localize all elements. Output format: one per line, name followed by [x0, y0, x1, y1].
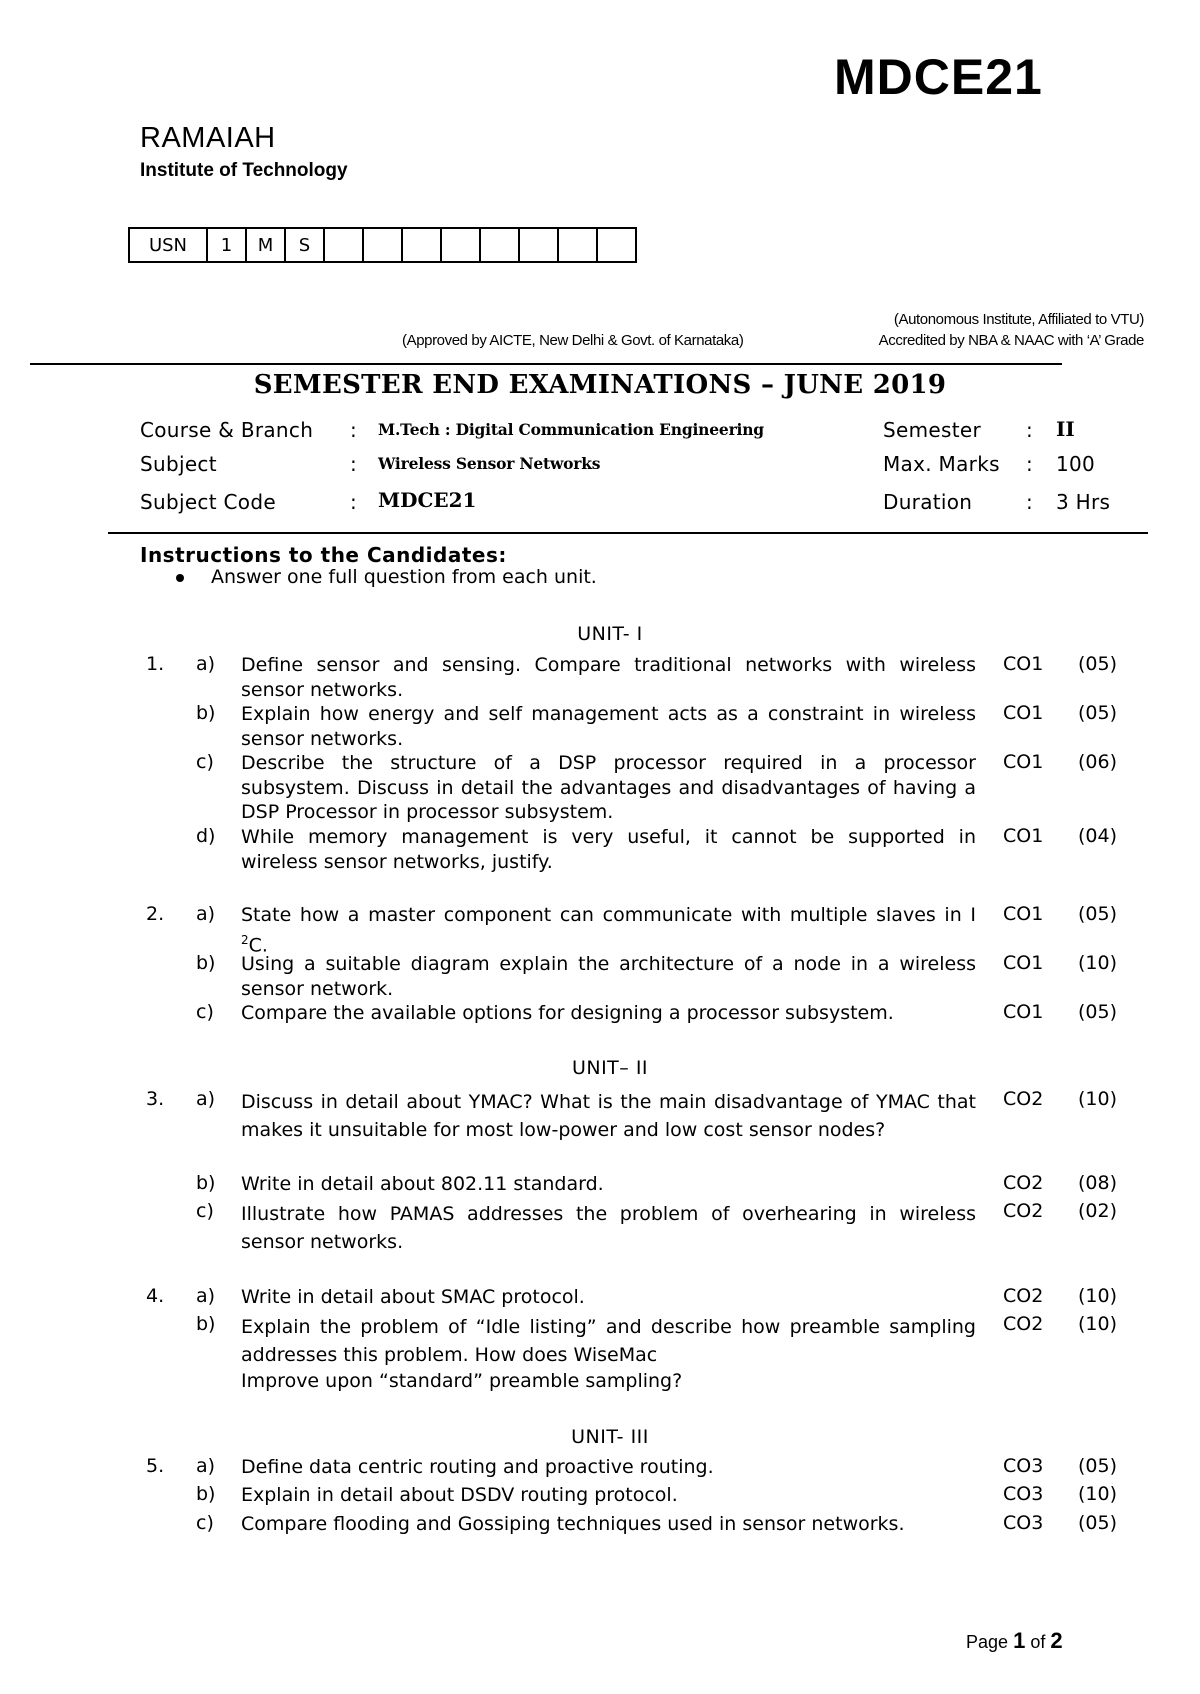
subquestion-label: c): [196, 751, 214, 773]
usn-cell: M: [246, 228, 285, 262]
usn-cell: S: [285, 228, 324, 262]
question-text: Using a suitable diagram explain the architecture of a node in a wireless sensor network.: [241, 953, 976, 1000]
usn-cell: 1: [207, 228, 246, 262]
page-word: Page: [966, 1632, 1009, 1652]
subquestion-label: d): [196, 825, 216, 847]
question-text: While memory management is very useful, it cannot be supported in wireless sensor networks, justify.: [241, 826, 976, 873]
course-outcome: CO3: [1003, 1455, 1044, 1477]
question-marks: (10): [1078, 1483, 1118, 1505]
subquestion-label: b): [196, 702, 216, 724]
question-number: 3.: [146, 1088, 165, 1110]
question-text: Illustrate how PAMAS addresses the problem of overhearing in wireless sensor networks.: [241, 1203, 976, 1253]
question-marks: (10): [1078, 1088, 1118, 1110]
course-outcome: CO2: [1003, 1172, 1044, 1194]
colon: :: [350, 418, 358, 442]
autonomous-note: (Autonomous Institute, Affiliated to VTU): [893, 311, 1144, 328]
subquestion-label: a): [196, 1285, 216, 1307]
question-text: Describe the structure of a DSP processor required in a processor subsystem. Discuss in detail the advantages and disadvantages of having a DSP Processor in processor subsystem.: [241, 752, 976, 824]
subquestion-label: a): [196, 1455, 216, 1477]
question-marks: (05): [1078, 903, 1118, 925]
of-word: of: [1030, 1632, 1046, 1652]
header-divider: [30, 363, 1062, 365]
superscript: 2: [241, 932, 249, 947]
question-marks: (02): [1078, 1200, 1118, 1222]
subquestion-label: a): [196, 653, 216, 675]
max-marks-value: 100: [1056, 452, 1096, 476]
colon: :: [1026, 490, 1034, 514]
unit-heading: UNIT- I: [577, 623, 643, 645]
question-text: Define data centric routing and proactive routing.: [241, 1456, 714, 1478]
approval-note: (Approved by AICTE, New Delhi & Govt. of Karnataka): [402, 332, 744, 349]
usn-cell: [519, 228, 558, 262]
question-text: Explain how energy and self management acts as a constraint in wireless sensor networks.: [241, 703, 976, 750]
usn-label: USN: [129, 228, 207, 262]
max-marks-label: Max. Marks: [883, 452, 1000, 476]
subject-code-label: Subject Code: [140, 490, 276, 514]
bullet-icon: [176, 574, 184, 582]
institute-name: RAMAIAH: [140, 122, 276, 154]
question-text: Write in detail about 802.11 standard.: [241, 1173, 604, 1195]
course-value: M.Tech : Digital Communication Engineering: [378, 420, 764, 439]
question-text: Explain the problem of “Idle listing” and describe how preamble sampling addresses this problem. How does WiseMac: [241, 1316, 976, 1366]
subquestion-label: a): [196, 1088, 216, 1110]
page-total: 2: [1050, 1628, 1063, 1653]
question-text: Write in detail about SMAC protocol.: [241, 1286, 585, 1308]
question-marks: (06): [1078, 751, 1118, 773]
course-outcome: CO1: [1003, 903, 1044, 925]
semester-value: II: [1056, 417, 1075, 441]
subquestion-label: b): [196, 952, 216, 974]
subquestion-label: c): [196, 1512, 214, 1534]
accreditation-note: Accredited by NBA & NAAC with ‘A’ Grade: [878, 332, 1144, 349]
subquestion-label: c): [196, 1001, 214, 1023]
question-text: Discuss in detail about YMAC? What is the main disadvantage of YMAC that makes it unsuitable for most low-power and low cost sensor nodes?: [241, 1091, 976, 1141]
question-marks: (05): [1078, 1455, 1118, 1477]
course-outcome: CO1: [1003, 751, 1044, 773]
course-outcome: CO3: [1003, 1483, 1044, 1505]
course-outcome: CO1: [1003, 952, 1044, 974]
subquestion-label: b): [196, 1483, 216, 1505]
usn-cell: [363, 228, 402, 262]
paper-code-title: MDCE21: [834, 49, 1043, 105]
course-outcome: CO3: [1003, 1512, 1044, 1534]
duration-value: 3 Hrs: [1056, 490, 1111, 514]
question-number: 5.: [146, 1455, 165, 1477]
question-text: Explain in detail about DSDV routing protocol.: [241, 1484, 678, 1506]
subquestion-label: c): [196, 1200, 214, 1222]
course-outcome: CO2: [1003, 1285, 1044, 1307]
course-outcome: CO2: [1003, 1313, 1044, 1335]
usn-cell: [402, 228, 441, 262]
page-number: 1: [1013, 1628, 1026, 1653]
instruction-item: Answer one full question from each unit.: [211, 566, 597, 588]
course-outcome: CO1: [1003, 825, 1044, 847]
question-text: Define sensor and sensing. Compare traditional networks with wireless sensor networks.: [241, 654, 976, 701]
instructions-heading: Instructions to the Candidates:: [140, 543, 507, 567]
question-marks: (10): [1078, 1285, 1118, 1307]
colon: :: [350, 490, 358, 514]
question-marks: (05): [1078, 1001, 1118, 1023]
colon: :: [350, 452, 358, 476]
question-marks: (10): [1078, 952, 1118, 974]
question-text-continued: Improve upon “standard” preamble sampling?: [241, 1370, 683, 1392]
usn-cell: [441, 228, 480, 262]
subject-value: Wireless Sensor Networks: [378, 454, 601, 473]
exam-title: SEMESTER END EXAMINATIONS – JUNE 2019: [253, 370, 947, 400]
question-marks: (04): [1078, 825, 1118, 847]
question-text: [241, 903, 976, 958]
colon: :: [1026, 452, 1034, 476]
question-marks: (05): [1078, 1512, 1118, 1534]
course-outcome: CO2: [1003, 1088, 1044, 1110]
subquestion-label: a): [196, 903, 216, 925]
course-outcome: CO1: [1003, 1001, 1044, 1023]
question-marks: (05): [1078, 653, 1118, 675]
subquestion-label: b): [196, 1172, 216, 1194]
usn-cell: [558, 228, 597, 262]
page-indicator: [966, 1628, 1063, 1654]
usn-box: [128, 227, 637, 263]
question-text-end: C.: [248, 933, 268, 956]
usn-cell: [480, 228, 519, 262]
subquestion-label: b): [196, 1313, 216, 1335]
usn-cell: [324, 228, 363, 262]
question-marks: (10): [1078, 1313, 1118, 1335]
unit-heading: UNIT– II: [571, 1057, 649, 1079]
unit-heading: UNIT- III: [571, 1426, 649, 1448]
semester-label: Semester: [883, 418, 981, 442]
course-label: Course & Branch: [140, 418, 314, 442]
course-outcome: CO1: [1003, 653, 1044, 675]
institute-subtitle: Institute of Technology: [140, 160, 348, 181]
meta-divider: [108, 532, 1148, 534]
subject-code-value: MDCE21: [378, 488, 477, 512]
subject-label: Subject: [140, 452, 217, 476]
question-text: Compare the available options for designing a processor subsystem.: [241, 1002, 894, 1024]
question-marks: (08): [1078, 1172, 1118, 1194]
duration-label: Duration: [883, 490, 973, 514]
question-number: 4.: [146, 1285, 165, 1307]
question-number: 1.: [146, 653, 165, 675]
question-text: Compare flooding and Gossiping techniques used in sensor networks.: [241, 1513, 905, 1535]
question-text-main: State how a master component can communicate with multiple slaves in I: [241, 904, 976, 926]
usn-cell: [597, 228, 636, 262]
question-marks: (05): [1078, 702, 1118, 724]
question-number: 2.: [146, 903, 165, 925]
course-outcome: CO2: [1003, 1200, 1044, 1222]
colon: :: [1026, 418, 1034, 442]
course-outcome: CO1: [1003, 702, 1044, 724]
